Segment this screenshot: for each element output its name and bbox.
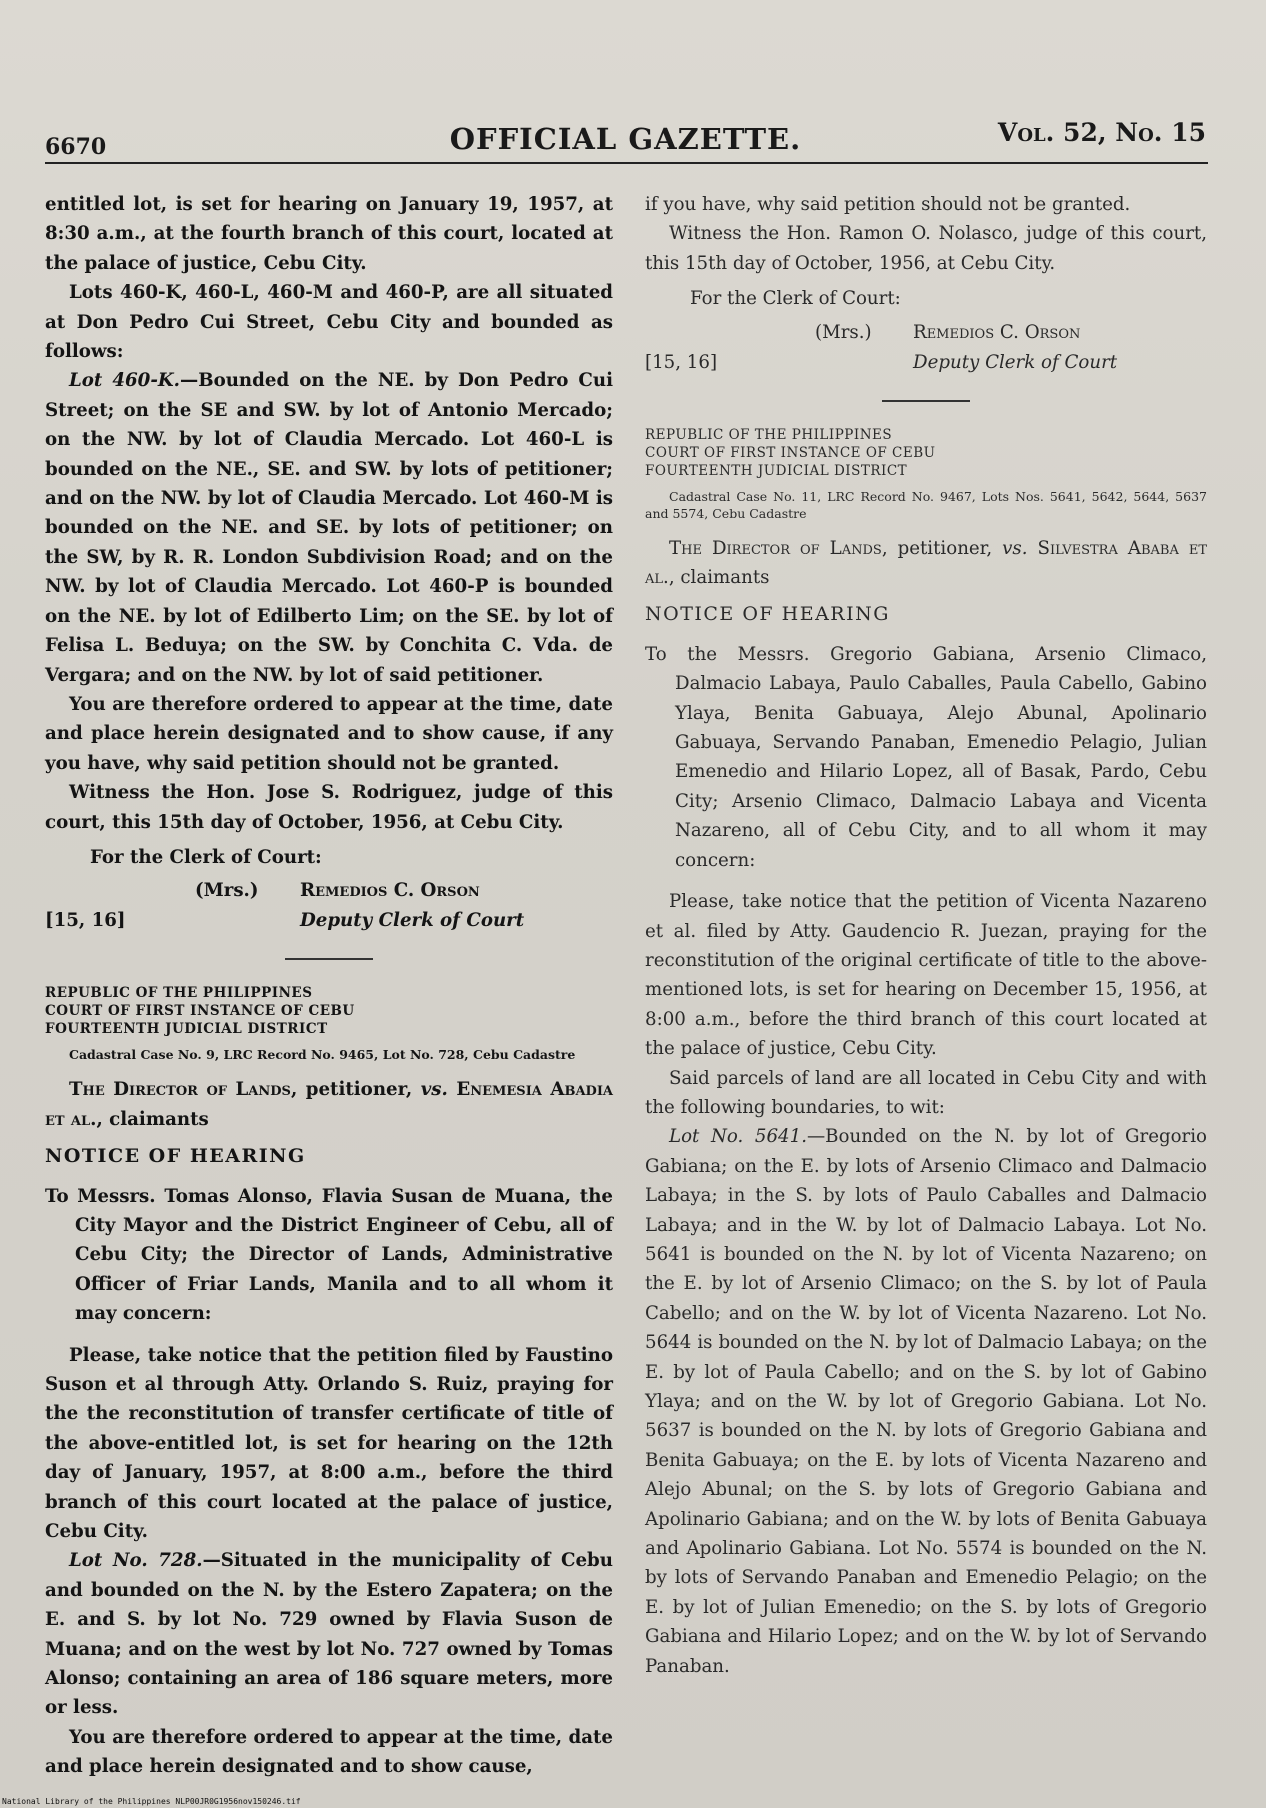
court-heading-2: COURT OF FIRST INSTANCE OF CEBU bbox=[45, 1003, 355, 1020]
notice-heading: NOTICE OF HEARING bbox=[45, 1145, 306, 1168]
signer-title: (Mrs.) bbox=[815, 321, 872, 343]
paragraph: Please, take notice that the petition filed by Faustino Suson et al through Atty. Orlando S. Ruiz, praying for the the reconstitution of transfer certificate of title of the above-entitled lot, is set for hearing on the 12th day of January, 1957, at 8:00 a.m., before the third branch of this court located at the palace of justice, Cebu City. bbox=[45, 1344, 613, 1543]
scan-footer: National Library of the Philippines NLP00JR0G1956nov150246.tif bbox=[2, 1797, 301, 1806]
case-reference: Cadastral Case No. 9, LRC Record No. 9465, Lot No. 728, Cebu Cadastre bbox=[69, 1047, 576, 1063]
volume-label: Vol. 52, No. 15 bbox=[997, 118, 1206, 147]
paragraph: Lots 460-K, 460-L, 460-M and 460-P, are all situated at Don Pedro Cui Street, Cebu City and bounded as follows: bbox=[45, 282, 613, 363]
signature-block bbox=[645, 318, 1207, 378]
signer-title: (Mrs.) bbox=[195, 880, 259, 902]
publication-title: OFFICIAL GAZETTE. bbox=[449, 122, 802, 156]
lot-label: Lot No. 5641. bbox=[669, 1126, 807, 1148]
court-heading-1: REPUBLIC OF THE PHILIPPINES bbox=[645, 426, 893, 443]
paragraph bbox=[45, 366, 613, 689]
signer-name: Remedios C. Orson bbox=[913, 321, 1081, 343]
issue-reference: [15, 16] bbox=[45, 910, 126, 932]
paragraph bbox=[45, 1546, 613, 1722]
lot-label: Lot 460-K. bbox=[69, 370, 181, 392]
page-number: 6670 bbox=[45, 134, 107, 160]
paragraph: You are therefore ordered to appear at the time, date and place herein designated and to show cause, if any you have, why said petition should not be granted. bbox=[45, 693, 613, 774]
signature-block bbox=[45, 876, 613, 936]
court-heading-3: FOURTEENTH JUDICIAL DISTRICT bbox=[45, 1021, 328, 1038]
page-header bbox=[45, 118, 1206, 162]
lot-description: —Situated in the municipality of Cebu and bounded on the N. by the Estero Zapatera; on the E. and S. by lot No. 729 owned by Flavia Suson de Muana; and on the west by lot No. 727 owned by Tomas Alonso; containing an area of 186 square meters, more or less. bbox=[45, 1550, 613, 1719]
section-divider bbox=[882, 400, 970, 402]
paragraph: Said parcels of land are all located in Cebu City and with the following boundaries, to wit: bbox=[645, 1067, 1207, 1118]
addressees: To Messrs. Tomas Alonso, Flavia Susan de Muana, the City Mayor and the District Engineer of Cebu, all of Cebu City; the Director of Lands, Administrative Officer of Friar Lands, Manila and to all whom it may concern: bbox=[45, 1185, 613, 1325]
header-rule bbox=[45, 162, 1208, 164]
section-divider bbox=[285, 958, 373, 960]
notice-heading: NOTICE OF HEARING bbox=[645, 603, 890, 626]
paragraph bbox=[645, 1122, 1207, 1681]
case-parties: The Director of Lands, petitioner, vs. Silvestra Ababa et al., claimants bbox=[645, 537, 1207, 589]
case-parties: The Director of Lands, petitioner, vs. Enemesia Abadia et al., claimants bbox=[45, 1079, 613, 1130]
issue-reference: [15, 16] bbox=[645, 351, 718, 373]
signer-role: Deputy Clerk of Court bbox=[300, 910, 525, 932]
paragraph: if you have, why said petition should not be granted. bbox=[645, 194, 1131, 215]
paragraph: Please, take notice that the petition of Vicenta Nazareno et al. filed by Atty. Gaudencio R. Juezan, praying for the reconstitution of the original certificate of title to the above-mentioned lots, is set for hearing on December 15, 1956, at 8:00 a.m., before the third branch of this court located at the palace of justice, Cebu City. bbox=[645, 891, 1207, 1060]
addressees: To the Messrs. Gregorio Gabiana, Arsenio Climaco, Dalmacio Labaya, Paulo Caballes, Paula Cabello, Gabino Ylaya, Benita Gabuaya, Alejo Abunal, Apolinario Gabuaya, Servando Panaban, Emenedio Pelagio, Julian Emenedio and Hilario Lopez, all of Basak, Pardo, Cebu City; Arsenio Climaco, Dalmacio Labaya and Vicenta Nazareno, all of Cebu City, and to all whom it may concern: bbox=[645, 643, 1207, 871]
lot-description: —Bounded on the N. by lot of Gregorio Gabiana; on the E. by lots of Arsenio Climaco and Dalmacio Labaya; in the S. by lots of Paulo Caballes and Dalmacio Labaya; and in the W. by lot of Dalmacio Labaya. Lot No. 5641 is bounded on the N. by lot of Vicenta Nazareno; on the E. by lot of Arsenio Climaco; on the S. by lot of Paula Cabello; and on the W. by lot of Vicenta Nazareno. Lot No. 5644 is bounded on the N. by lot of Dalmacio Labaya; on the E. by lot of Paula Cabello; and on the S. by lot of Gabino Ylaya; and on the W. by lot of Gregorio Gabiana. Lot No. 5637 is bounded on the N. by lots of Gregorio Gabiana and Benita Gabuaya; on the E. by lots of Vicenta Nazareno and Alejo Abunal; on the S. by lots of Gregorio Gabiana and Apolinario Gabiana; and on the W. by lots of Benita Gabuaya and Apolinario Gabiana. Lot No. 5574 is bounded on the N. by lots of Servando Panaban and Emenedio Pelagio; on the E. by lot of Julian Emenedio; on the S. by lots of Gregorio Gabiana and Hilario Lopez; and on the W. by lot of Servando Panaban. bbox=[645, 1126, 1208, 1677]
right-column bbox=[645, 190, 1207, 1681]
lot-label: Lot No. 728. bbox=[69, 1550, 203, 1572]
court-heading-2: COURT OF FIRST INSTANCE OF CEBU bbox=[645, 444, 936, 461]
court-heading-3: FOURTEENTH JUDICIAL DISTRICT bbox=[645, 462, 908, 479]
paragraph: entitled lot, is set for hearing on January 19, 1957, at 8:30 a.m., at the fourth branch of this court, located at the palace of justice, Cebu City. bbox=[45, 194, 613, 274]
clerk-line: For the Clerk of Court: bbox=[90, 846, 322, 868]
paragraph: Witness the Hon. Ramon O. Nolasco, judge of this court, this 15th day of October, 1956, at Cebu City. bbox=[645, 223, 1207, 274]
court-heading-1: REPUBLIC OF THE PHILIPPINES bbox=[45, 985, 313, 1002]
signer-name: Remedios C. Orson bbox=[300, 880, 480, 902]
paragraph: Witness the Hon. Jose S. Rodriguez, judge of this court, this 15th day of October, 1956, at Cebu City. bbox=[45, 782, 613, 833]
clerk-line: For the Clerk of Court: bbox=[690, 288, 901, 310]
lot-description: —Bounded on the NE. by Don Pedro Cui Street; on the SE and SW. by lot of Antonio Mercado; on the NW. by lot of Claudia Mercado. Lot 460-L is bounded on the NE., SE. and SW. by lots of petitioner; and on the NW. by lot of Claudia Mercado. Lot 460-M is bounded on the NE. and SE. by lots of petitioner; on the SW, by R. R. London Subdivision Road; and on the NW. by lot of Claudia Mercado. Lot 460-P is bounded on the NE. by lot of Edilberto Lim; on the SE. by lot of Felisa L. Beduya; on the SW. by Conchita C. Vda. de Vergara; and on the NW. by lot of said petitioner. bbox=[45, 370, 613, 686]
paragraph: You are therefore ordered to appear at the time, date and place herein designated and to show cause, bbox=[45, 1726, 613, 1778]
left-column bbox=[45, 190, 613, 1782]
signer-role: Deputy Clerk of Court bbox=[913, 351, 1118, 373]
case-reference: Cadastral Case No. 11, LRC Record No. 9467, Lots Nos. 5641, 5642, 5644, 5637 and 5574, Cebu Cadastre bbox=[645, 488, 1207, 521]
